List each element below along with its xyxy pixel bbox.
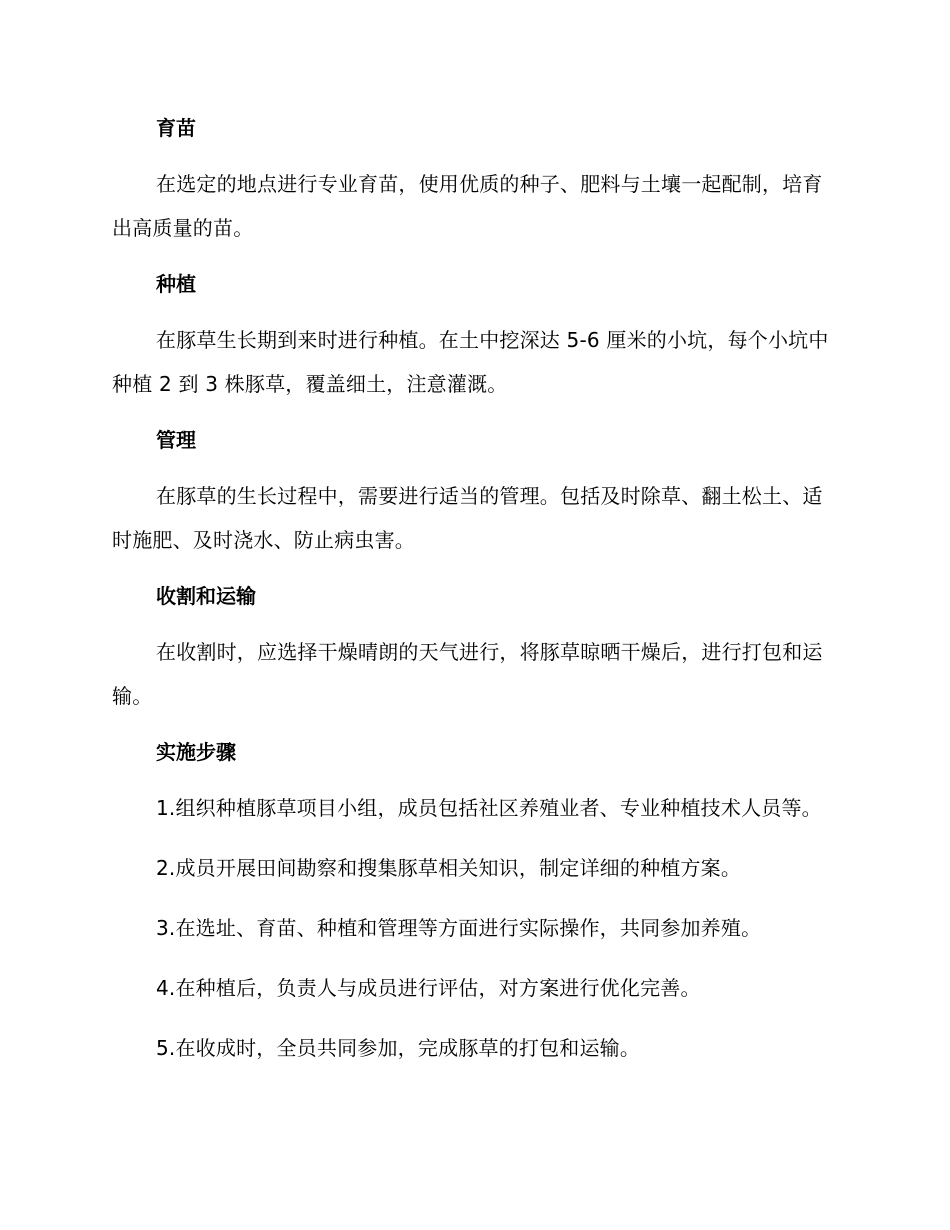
section-implementation-steps — [112, 734, 842, 1070]
step-item: 4.在种植后，负责人与成员进行评估，对方案进行优化完善。 — [156, 976, 701, 1000]
document-page — [112, 110, 842, 1070]
section-heading: 收割和运输 — [156, 584, 256, 608]
section-heading: 实施步骤 — [156, 740, 236, 764]
section-heading: 种植 — [156, 272, 196, 296]
section-paragraph: 在选定的地点进行专业育苗，使用优质的种子、肥料与土壤一起配制，培育出高质量的苗。 — [112, 172, 823, 240]
step-item: 5.在收成时，全员共同参加，完成豚草的打包和运输。 — [156, 1036, 641, 1060]
section-paragraph: 在收割时，应选择干燥晴朗的天气进行，将豚草晾晒干燥后，进行打包和运输。 — [112, 640, 823, 708]
section-planting — [112, 266, 842, 422]
section-heading: 管理 — [156, 428, 196, 452]
section-paragraph: 在豚草的生长过程中，需要进行适当的管理。包括及时除草、翻土松土、适时施肥、及时浇水、防止病虫害。 — [112, 484, 823, 552]
step-item: 1.组织种植豚草项目小组，成员包括社区养殖业者、专业种植技术人员等。 — [156, 796, 822, 820]
section-seedling — [112, 110, 842, 266]
step-item: 3.在选址、育苗、种植和管理等方面进行实际操作，共同参加养殖。 — [156, 916, 762, 940]
section-paragraph: 在豚草生长期到来时进行种植。在土中挖深达 5-6 厘米的小坑，每个小坑中种植 2 到 3 株豚草，覆盖细土，注意灌溉。 — [112, 328, 829, 396]
section-heading: 育苗 — [156, 116, 196, 140]
step-item: 2.成员开展田间勘察和搜集豚草相关知识，制定详细的种植方案。 — [156, 856, 742, 880]
section-harvest-transport — [112, 578, 842, 734]
section-management — [112, 422, 842, 578]
